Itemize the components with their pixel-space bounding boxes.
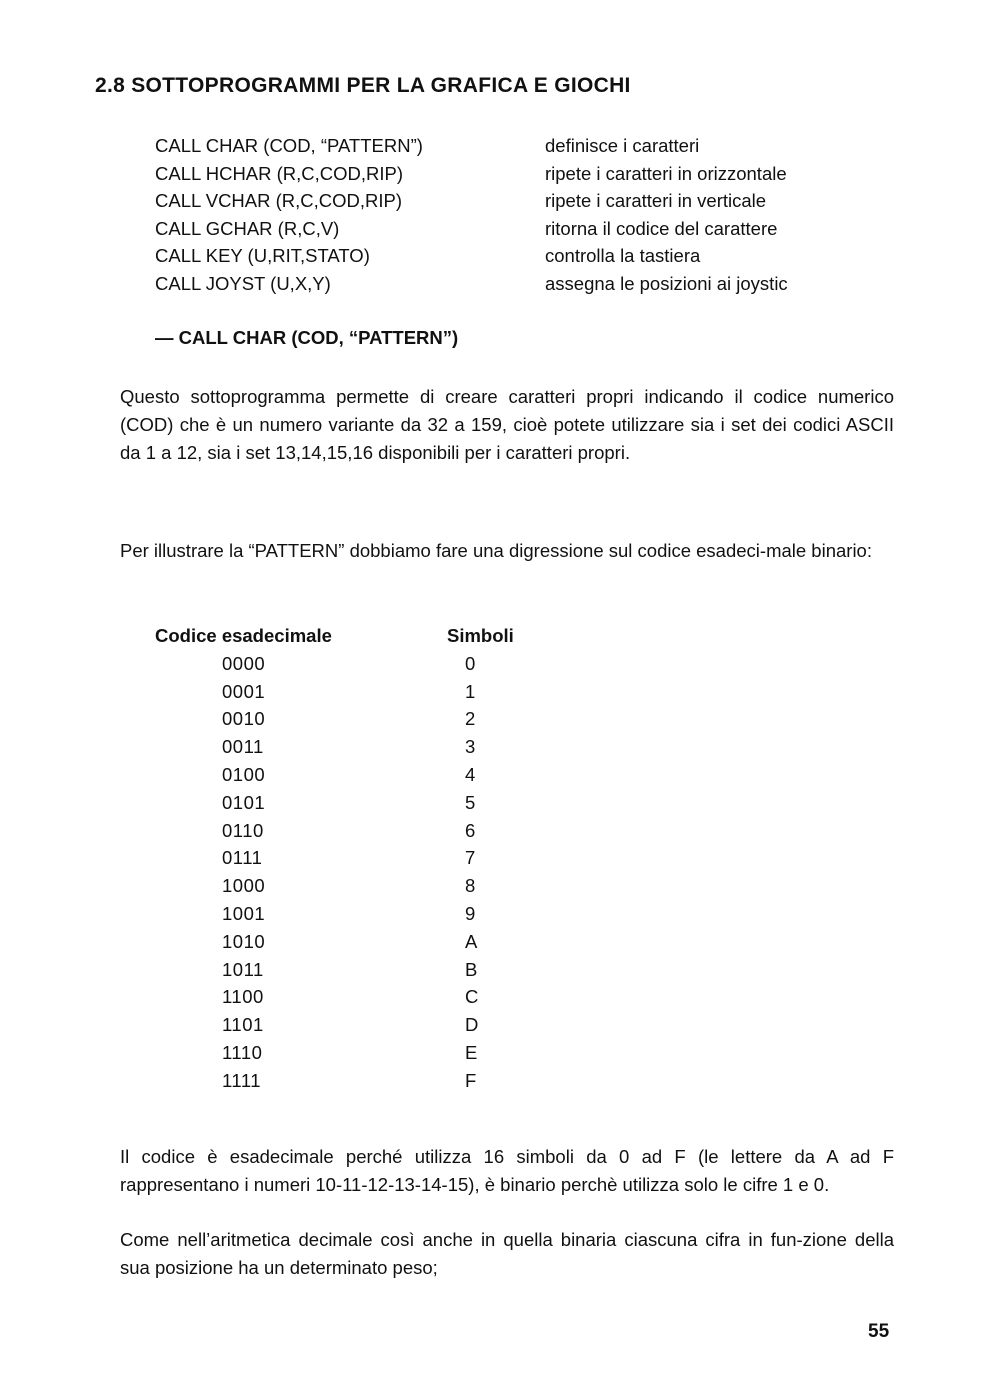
table-row [155,733,555,761]
table-row [155,983,555,1011]
binary-value: 0101 [222,791,266,813]
table-row [155,928,555,956]
table-row [155,900,555,928]
hex-symbol: 7 [465,847,476,869]
command-row [155,270,855,298]
command-description: ripete i caratteri in orizzontale [545,162,787,184]
command-name: CALL HCHAR (R,C,COD,RIP) [155,162,404,184]
table-row [155,817,555,845]
page-number: 55 [868,1321,890,1342]
command-description: ripete i caratteri in verticale [545,190,767,212]
subheading: — CALL CHAR (COD, “PATTERN”) [155,327,459,348]
binary-value: 1010 [222,930,266,952]
hex-symbol: 6 [465,819,476,841]
hex-symbol: 0 [465,652,476,674]
hex-symbol: 2 [465,708,476,730]
hex-symbol: 3 [465,736,476,758]
header-symbol: Simboli [447,625,514,646]
table-row [155,956,555,984]
hex-table [155,622,555,1095]
binary-value: 1001 [222,902,266,924]
command-description: controlla la tastiera [545,245,701,267]
header-code: Codice esadecimale [155,625,332,646]
table-row [155,761,555,789]
binary-value: 1000 [222,875,266,897]
paragraph-pattern: Per illustrare la “PATTERN” dobbiamo fare una digressione sul codice esadeci-male binario: [120,540,872,561]
command-name: CALL VCHAR (R,C,COD,RIP) [155,190,403,212]
hex-symbol: C [465,986,479,1008]
table-row [155,872,555,900]
command-row [155,242,855,270]
hex-symbol: 4 [465,763,476,785]
binary-value: 0001 [222,680,266,702]
binary-value: 0000 [222,652,266,674]
hex-symbol: F [465,1069,477,1091]
command-name: CALL CHAR (COD, “PATTERN”) [155,135,423,156]
table-row [155,1067,555,1095]
binary-value: 0100 [222,763,266,785]
hex-symbol: 9 [465,902,476,924]
hex-symbol: 8 [465,875,476,897]
table-row [155,678,555,706]
paragraph-intro: Questo sottoprogramma permette di creare caratteri propri indicando il codice numerico (COD) che è un numero variante da 32 a 159, cioè potete utilizzare sia i set dei codici ASCII da 1 a 12, sia i set 13,14,15,16 disponibili per i caratteri propri. [120,386,894,463]
hex-symbol: E [465,1041,478,1063]
command-name: CALL GCHAR (R,C,V) [155,217,340,239]
table-row [155,1039,555,1067]
command-row [155,215,855,243]
table-row [155,1011,555,1039]
binary-value: 1111 [222,1069,262,1091]
section-title: 2.8 SOTTOPROGRAMMI PER LA GRAFICA E GIOCHI [95,74,631,97]
table-row [155,789,555,817]
binary-value: 0011 [222,736,264,758]
command-description: ritorna il codice del carattere [545,217,778,239]
paragraph-explanation: Il codice è esadecimale perché utilizza 16 simboli da 0 ad F (le lettere da A ad F rappresentano i numeri 10-11-12-13-14-15), è binario perchè utilizza solo le cifre 1 e 0. [120,1146,894,1195]
binary-value: 1011 [222,958,264,980]
command-description: assegna le posizioni ai joystic [545,272,788,294]
binary-value: 0010 [222,708,266,730]
hex-symbol: A [465,930,478,952]
binary-value: 0110 [222,819,264,841]
hex-symbol: B [465,958,478,980]
command-name: CALL KEY (U,RIT,STATO) [155,245,370,267]
binary-value: 1101 [222,1014,264,1036]
hex-table-header [155,622,555,650]
command-row [155,187,855,215]
paragraph-binary-weight: Come nell’aritmetica decimale così anche in quella binaria ciascuna cifra in fun-zione della sua posizione ha un determinato peso; [120,1229,894,1278]
command-description: definisce i caratteri [545,135,700,156]
command-list [155,132,855,298]
command-row [155,132,855,160]
table-row [155,844,555,872]
binary-value: 1110 [222,1041,263,1063]
hex-table-body [155,650,555,1095]
command-name: CALL JOYST (U,X,Y) [155,272,331,294]
hex-symbol: D [465,1014,479,1036]
hex-symbol: 1 [465,680,476,702]
binary-value: 0111 [222,847,263,869]
table-row [155,650,555,678]
hex-symbol: 5 [465,791,476,813]
command-row [155,160,855,188]
binary-value: 1100 [222,986,264,1008]
table-row [155,705,555,733]
